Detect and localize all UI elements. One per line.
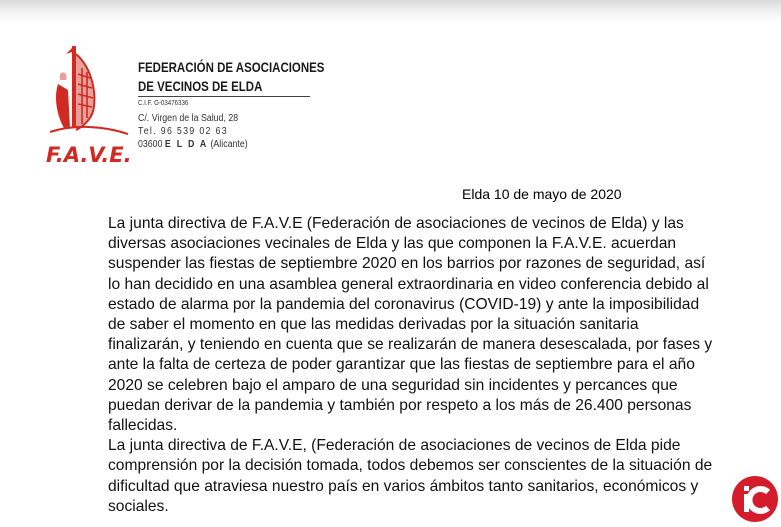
- logo-lettering: F.A.V.E.: [46, 143, 130, 167]
- street-address: C/. Virgen de la Salud, 28: [138, 113, 239, 124]
- fave-logo: [44, 44, 130, 168]
- org-name-line1: FEDERACIÓN DE ASOCIACIONES: [138, 59, 325, 75]
- organization-name: [138, 58, 324, 96]
- ic-badge[interactable]: [732, 476, 778, 522]
- province: (Alicante): [210, 139, 248, 150]
- org-name-line2: DE VECINOS DE ELDA: [138, 78, 263, 94]
- city-line: [138, 139, 248, 150]
- header-divider: [138, 96, 310, 97]
- city-name: E L D A: [164, 139, 209, 150]
- telephone: Tel. 96 539 02 63: [138, 126, 228, 137]
- postal-code: 03600: [138, 139, 163, 150]
- ic-logo-icon: [732, 476, 778, 522]
- letter-date: Elda 10 de mayo de 2020: [462, 186, 622, 202]
- paragraph: La junta directiva de F.A.V.E, (Federación de asociaciones de vecinos de Elda pide comprensión por la decisión tomada, todos debemos ser conscientes de la situación de dificultad que atraviesa nuestro país en varios ámbitos tanto sanitarios, económicos y sociales.: [108, 437, 713, 515]
- paragraph: La junta directiva de F.A.V.E (Federación de asociaciones de vecinos de Elda) y las diversas asociaciones vecinales de Elda y las que componen la F.A.V.E. acuerdan suspender las fiestas de septiembre 2020 en los barrios por razones de seguridad, así lo han decidido en una asamblea general extraordinaria en video conferencia debido al estado de alarma por la pandemia del coronavirus (COVID-19) y ante la imposibilidad de saber el momento en que las medidas derivadas por la situación sanitaria finalizarán, y teniendo en cuenta que se realizarán de manera desescalada, por fases y ante la falta de certeza de poder garantizar que las fiestas de septiembre para el año 2020 se celebren bajo el amparo de una seguridad sin incidentes y percances que puedan derivar de la pandemia y también por respeto a los más de 26.400 personas fallecidas.: [108, 215, 713, 435]
- letter-body: [108, 214, 718, 517]
- top-shadow: [0, 0, 781, 22]
- cif-number: C.I.F. G-03476336: [138, 100, 189, 107]
- fave-logo-icon: [44, 44, 130, 168]
